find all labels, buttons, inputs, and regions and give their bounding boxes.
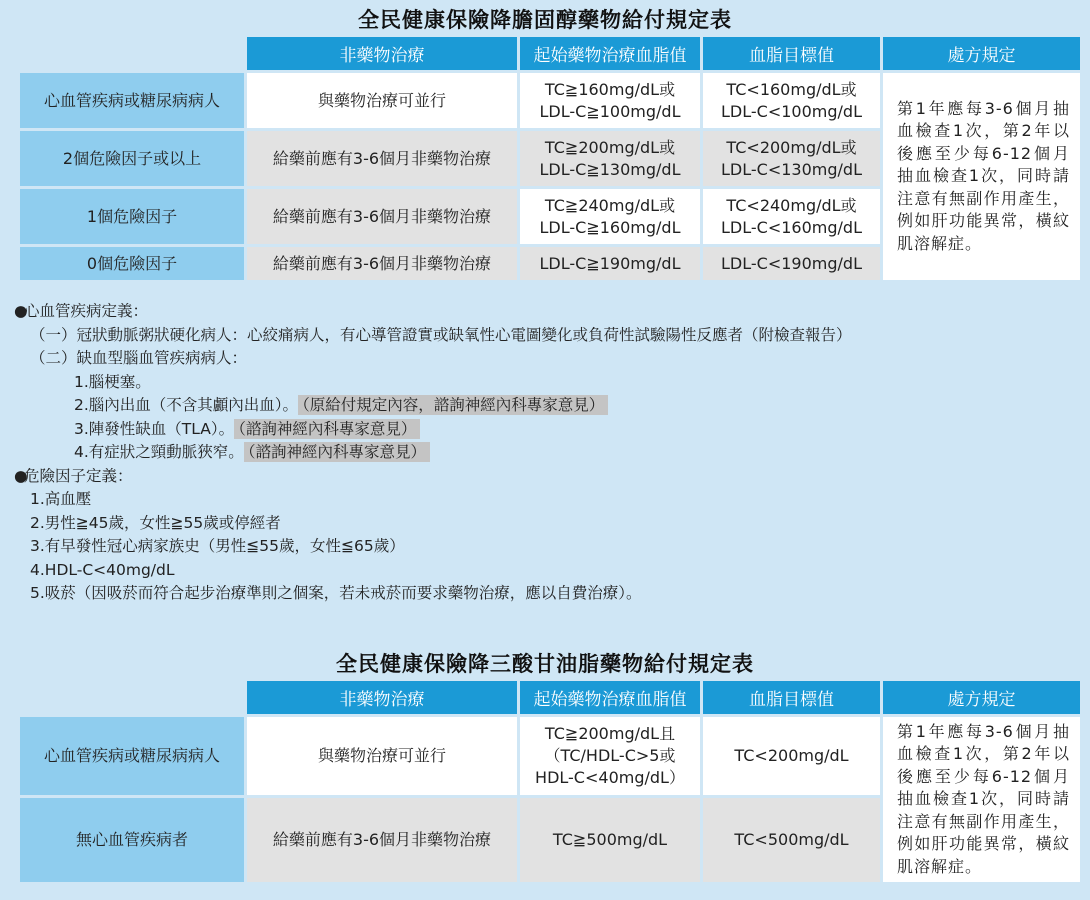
row-nondrug: 與藥物治療可並行	[247, 717, 517, 795]
cvd-definition-heading: ●心血管疾病定義：	[14, 300, 1074, 324]
prescription-rule: 第1年應每3-6個月抽血檢查1次，第2年以後應至少每6-12個月抽血檢查1次，同時請注意有無副作用產生，例如肝功能異常，橫紋肌溶解症。	[883, 717, 1080, 882]
row-target: TC<160mg/dL或 LDL-C<100mg/dL	[703, 73, 880, 128]
table-row	[20, 717, 1080, 795]
table2-title: 全民健康保險降三酸甘油脂藥物給付規定表	[336, 651, 754, 676]
row-start: TC≧200mg/dL或 LDL-C≧130mg/dL	[520, 131, 700, 186]
row-group: 2個危險因子或以上	[20, 131, 244, 186]
header-blank	[20, 681, 244, 714]
header-prescription: 處方規定	[883, 681, 1080, 714]
highlight-note: （諮詢神經內科專家意見）	[234, 419, 420, 439]
row-nondrug: 與藥物治療可並行	[247, 73, 517, 128]
bullet-icon: ●	[14, 302, 28, 320]
table1-title: 全民健康保險降膽固醇藥物給付規定表	[358, 7, 732, 32]
row-group: 0個危險因子	[20, 247, 244, 280]
header-prescription: 處方規定	[883, 37, 1080, 70]
list-item: 1.腦梗塞。	[74, 372, 151, 391]
row-nondrug: 給藥前應有3-6個月非藥物治療	[247, 798, 517, 882]
row-start: TC≧500mg/dL	[520, 798, 700, 882]
list-item: 2.男性≧45歲，女性≧55歲或停經者	[30, 513, 281, 532]
highlight-note: （原給付規定內容，諮詢神經內科專家意見）	[298, 395, 608, 415]
list-item: 4.HDL-C<40mg/dL	[30, 560, 175, 579]
list-item: 4.有症狀之頸動脈狹窄。 （諮詢神經內科專家意見）	[14, 441, 1074, 465]
row-group: 心血管疾病或糖尿病病人	[20, 717, 244, 795]
table-header-row	[20, 681, 1080, 714]
row-group: 1個危險因子	[20, 189, 244, 244]
row-nondrug: 給藥前應有3-6個月非藥物治療	[247, 247, 517, 280]
risk-definition-heading: ●危險因子定義：	[14, 465, 1074, 489]
table-header-row	[20, 37, 1080, 70]
row-target: TC<500mg/dL	[703, 798, 880, 882]
list-item: 5.吸菸（因吸菸而符合起步治療準則之個案，若未戒菸而要求藥物治療，應以自費治療）。	[30, 584, 642, 602]
row-start: TC≧240mg/dL或 LDL-C≧160mg/dL	[520, 189, 700, 244]
list-item: （一）冠狀動脈粥狀硬化病人：心絞痛病人，有心導管證實或缺氧性心電圖變化或負荷性試驗陽性反應者（附檢查報告）	[30, 325, 852, 344]
highlight-note: （諮詢神經內科專家意見）	[244, 442, 430, 462]
list-item: 3.陣發性缺血（TLA）。 （諮詢神經內科專家意見）	[14, 418, 1074, 442]
list-item: 2.腦內出血（不含其顱內出血）。 （原給付規定內容，諮詢神經內科專家意見）	[14, 394, 1074, 418]
prescription-rule: 第1年應每3-6個月抽血檢查1次，第2年以後應至少每6-12個月抽血檢查1次，同時請注意有無副作用產生，例如肝功能異常，橫紋肌溶解症。	[883, 73, 1080, 280]
bullet-icon: ●	[14, 466, 28, 485]
row-group: 心血管疾病或糖尿病病人	[20, 73, 244, 128]
header-nondrug: 非藥物治療	[247, 681, 517, 714]
row-target: TC<200mg/dL	[703, 717, 880, 795]
row-target: TC<200mg/dL或 LDL-C<130mg/dL	[703, 131, 880, 186]
header-target-value: 血脂目標值	[703, 681, 880, 714]
row-target: TC<240mg/dL或 LDL-C<160mg/dL	[703, 189, 880, 244]
row-nondrug: 給藥前應有3-6個月非藥物治療	[247, 131, 517, 186]
header-start-value: 起始藥物治療血脂值	[520, 37, 700, 70]
table-row	[20, 73, 1080, 128]
row-nondrug: 給藥前應有3-6個月非藥物治療	[247, 189, 517, 244]
header-nondrug: 非藥物治療	[247, 37, 517, 70]
definitions-notes	[14, 300, 1074, 606]
header-target-value: 血脂目標值	[703, 37, 880, 70]
row-start: TC≧160mg/dL或 LDL-C≧100mg/dL	[520, 73, 700, 128]
row-start: LDL-C≧190mg/dL	[520, 247, 700, 280]
list-item: 1.高血壓	[30, 490, 92, 508]
header-start-value: 起始藥物治療血脂值	[520, 681, 700, 714]
list-item: 3.有早發性冠心病家族史（男性≦55歲，女性≦65歲）	[30, 537, 405, 555]
list-item: （二）缺血型腦血管疾病病人：	[30, 349, 248, 367]
header-blank	[20, 37, 244, 70]
row-target: LDL-C<190mg/dL	[703, 247, 880, 280]
row-start: TC≧200mg/dL且 （TC/HDL-C>5或 HDL-C<40mg/dL）	[520, 717, 700, 795]
cholesterol-table	[17, 34, 1083, 283]
triglyceride-table	[17, 678, 1083, 885]
row-group: 無心血管疾病者	[20, 798, 244, 882]
